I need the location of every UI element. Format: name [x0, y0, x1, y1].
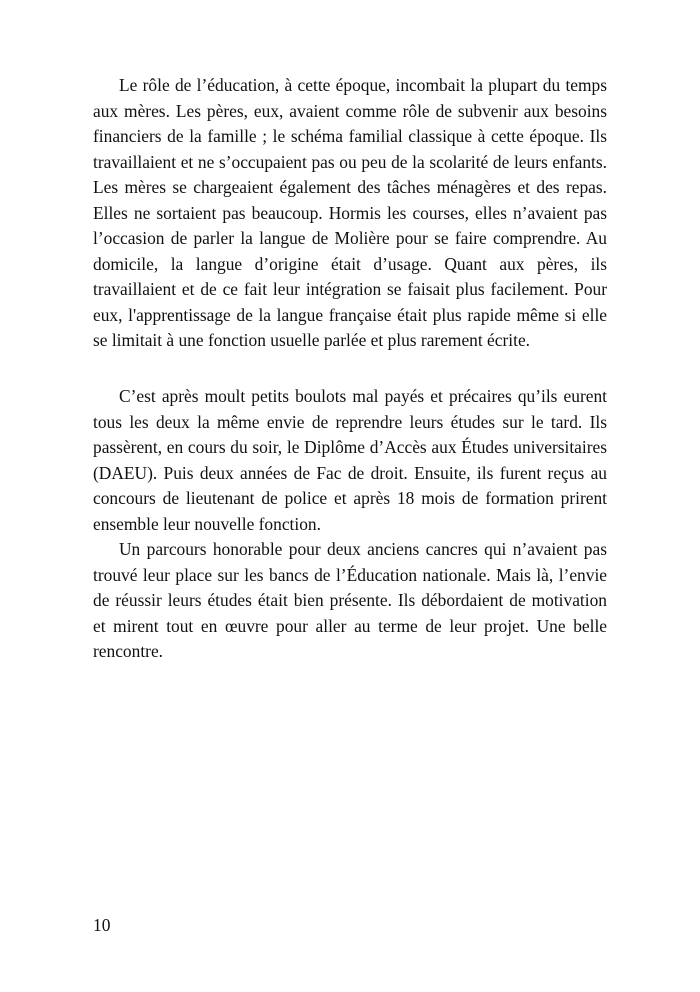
paragraph-2: C’est après moult petits boulots mal payés et précaires qu’ils eurent tous les deux la même envie de reprendre leurs études sur le tard. Ils passèrent, en cours du soir, le Diplôme d’Accès aux Études universitaires (DAEU). Puis deux années de Fac de droit. Ensuite, ils furent reçus au concours de lieutenant de police et après 18 mois de formation prirent ensemble leur nouvelle fonction. [93, 386, 607, 534]
text-block-2 [93, 384, 607, 665]
page-number: 10 [93, 915, 111, 935]
paragraph-3: Un parcours honorable pour deux anciens cancres qui n’avaient pas trouvé leur place sur les bancs de l’Éducation nationale. Mais là, l’envie de réussir leurs études était bien présente. Ils débordaient de motivation et mirent tout en œuvre pour aller au terme de leur projet. Une belle rencontre. [93, 539, 607, 661]
paragraph-1: Le rôle de l’éducation, à cette époque, incombait la plupart du temps aux mères. Les pères, eux, avaient comme rôle de subvenir aux besoins financiers de la famille ; le schéma familial classique à cette époque. Ils travaillaient et ne s’occupaient pas ou peu de la scolarité de leurs enfants. Les mères se chargeaient également des tâches ménagères et des repas. Elles ne sortaient pas beaucoup. Hormis les courses, elles n’avaient pas l’occasion de parler la langue de Molière pour se faire comprendre. Au domicile, la langue d’origine était d’usage. Quant aux pères, ils travaillaient et de ce fait leur intégration se faisait plus facilement. Pour eux, l'apprentissage de la langue française était plus rapide même si elle se limitait à une fonction usuelle parlée et plus rarement écrite. [93, 75, 607, 350]
text-block-1 [93, 73, 607, 354]
